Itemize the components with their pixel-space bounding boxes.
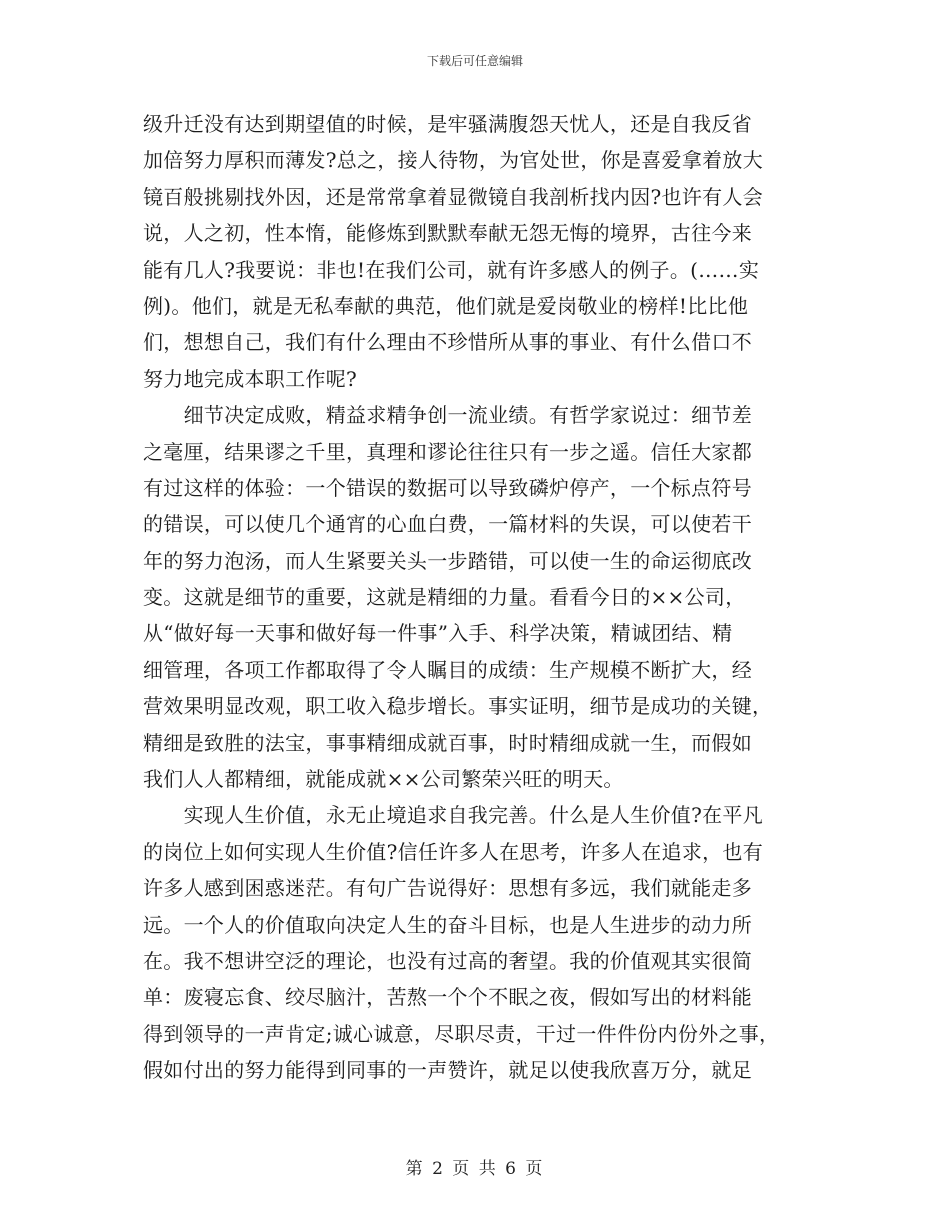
text-line: 级升迁没有达到期望值的时候，是牢骚满腹怨天忧人，还是自我反省 [143,112,752,136]
text-line: 加倍努力厚积而薄发?总之，接人待物，为官处世，你是喜爱拿着放大 [143,148,764,173]
text-line: 说，人之初，性本惰，能修炼到默默奉献无怨无悔的境界，古往今来 [143,221,752,246]
text-line: 之毫厘，结果谬之千里，真理和谬论往往只有一步之遥。信任大家都 [143,439,752,464]
text-line: 从“做好每一天事和做好每一件事”入手、科学决策，精诚团结、精 [143,621,733,646]
page-header: 下载后可任意编辑 [426,54,523,68]
text-line: 的岗位上如何实现人生价值?信任许多人在思考，许多人在追求，也有 [143,839,764,864]
text-line: 例)。他们，就是无私奉献的典范，他们就是爱岗敬业的榜样!比比他 [143,293,749,318]
text-line: 有过这样的体验：一个错误的数据可以导致磷炉停产，一个标点符号 [143,475,752,500]
text-line: 们，想想自己，我们有什么理由不珍惜所从事的事业、有什么借口不 [143,330,752,355]
text-line: 许多人感到困惑迷茫。有句广告说得好：思想有多远，我们就能走多 [143,876,752,901]
text-line: 镜百般挑剔找外因，还是常常拿着显微镜自我剖析找内因?也许有人会 [143,184,764,209]
text-line: 得到领导的一声肯定;诚心诚意，尽职尽责，干过一件件份内份外之事， [143,1021,780,1046]
text-line: 年的努力泡汤，而人生紧要关头一步踏错，可以使一生的命运彻底改 [143,548,752,573]
text-line: 我们人人都精细，就能成就××公司繁荣兴旺的明天。 [143,767,624,792]
text-line: 假如付出的努力能得到同事的一声赞许，就足以使我欣喜万分，就足 [143,1058,752,1083]
text-line: 在。我不想讲空泛的理论，也没有过高的奢望。我的价值观其实很简 [143,948,752,973]
text-line: 精细是致胜的法宝，事事精细成就百事，时时精细成就一生，而假如 [143,730,752,755]
text-line: 营效果明显改观，职工收入稳步增长。事实证明，细节是成功的关键， [143,694,773,719]
text-line: 实现人生价值，永无止境追求自我完善。什么是人生价值?在平凡 [143,803,764,828]
document-body [143,106,807,1089]
text-line: 能有几人?我要说：非也!在我们公司，就有许多感人的例子。(……实 [143,257,760,282]
text-line: 变。这就是细节的重要，这就是精细的力量。看看今日的××公司， [143,585,746,610]
page-footer: 第 2 页 共 6 页 [405,1159,545,1179]
text-line: 细节决定成败，精益求精争创一流业绩。有哲学家说过：细节差 [143,403,752,428]
text-line: 的错误，可以使几个通宵的心血白费，一篇材料的失误，可以使若干 [143,512,752,537]
text-line: 远。一个人的价值取向决定人生的奋斗目标，也是人生进步的动力所 [143,912,752,937]
text-line: 努力地完成本职工作呢? [143,366,358,391]
text-line: 单：废寝忘食、绞尽脑汁，苦熬一个个不眠之夜，假如写出的材料能 [143,985,752,1010]
text-line: 细管理，各项工作都取得了令人瞩目的成绩：生产规模不断扩大，经 [143,657,752,682]
